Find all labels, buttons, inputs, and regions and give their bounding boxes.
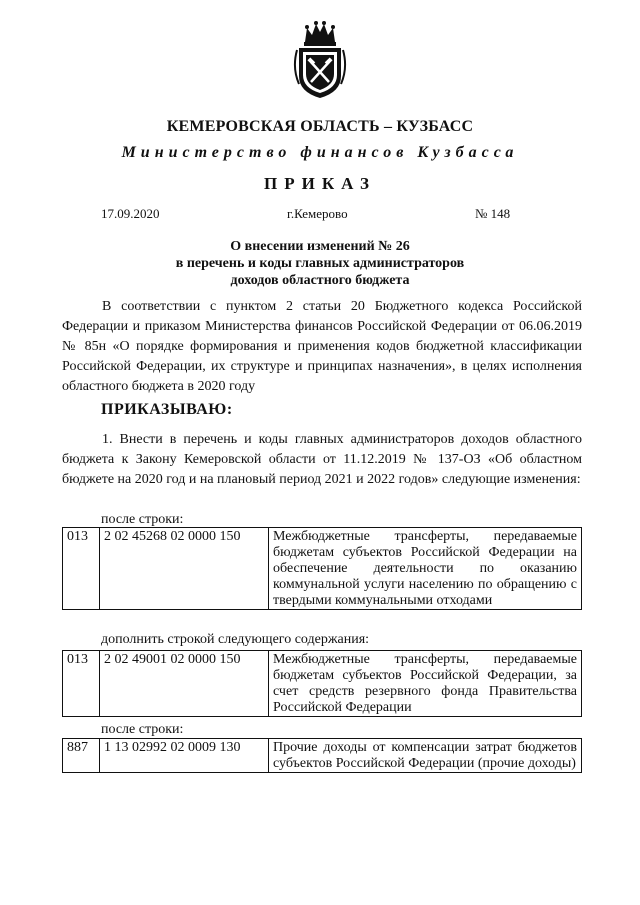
code-table-3: [62, 738, 582, 773]
income-code-cell: 2 02 45268 02 0000 150: [100, 528, 269, 610]
item-1-paragraph: [62, 430, 582, 490]
subject-line-1: О внесении изменений № 26: [230, 239, 410, 254]
table-row: [63, 739, 582, 773]
note-after-row-2: после строки:: [101, 722, 184, 737]
admin-code-cell: 013: [63, 528, 100, 610]
admin-code-cell: 887: [63, 739, 100, 773]
table-row: [63, 651, 582, 717]
order-city: г.Кемерово: [287, 206, 348, 221]
subject-line-3: доходов областного бюджета: [230, 273, 410, 288]
income-name-cell: Межбюджетные трансферты, передаваемые бюджетам субъектов Российской Федерации, за счет средств резервного фонда Правительства Российской Федерации: [269, 651, 582, 717]
admin-code-cell: 013: [63, 651, 100, 717]
income-name-cell: Прочие доходы от компенсации затрат бюджетов субъектов Российской Федерации (прочие доходы): [269, 739, 582, 773]
order-subject: [0, 238, 640, 289]
subject-line-2: в перечень и коды главных администраторов: [175, 256, 465, 271]
note-after-row-1: после строки:: [101, 512, 184, 527]
income-code-cell: 2 02 49001 02 0000 150: [100, 651, 269, 717]
coat-of-arms-emblem: [291, 18, 349, 102]
order-date: 17.09.2020: [101, 206, 160, 221]
order-number: № 148: [475, 206, 511, 221]
document-type: ПРИКАЗ: [264, 174, 376, 193]
code-table-2: [62, 650, 582, 717]
organization-title: КЕМЕРОВСКАЯ ОБЛАСТЬ – КУЗБАСС: [166, 118, 474, 135]
preamble-paragraph: [62, 297, 582, 397]
income-code-cell: 1 13 02992 02 0009 130: [100, 739, 269, 773]
code-table-1: [62, 527, 582, 610]
preamble-text: В соответствии с пунктом 2 статьи 20 Бюджетного кодекса Российской Федерации и приказом Министерства финансов Российской Федерации от 06.06.2019 № 85н «О порядке формирования и применения кодов бюджетной классификации Российской Федерации, их структуре и принципах назначения», в целях исполнения областного бюджета в 2020 году: [62, 299, 582, 394]
income-name-cell: Межбюджетные трансферты, передаваемые бюджетам субъектов Российской Федерации на обеспечение деятельности по оказанию коммунальной услуги населению по обращению с твердыми коммунальными отходами: [269, 528, 582, 610]
ministry-name: Министерство финансов Кузбасса: [121, 144, 519, 161]
order-directive-word: ПРИКАЗЫВАЮ:: [101, 401, 233, 418]
note-add-row: дополнить строкой следующего содержания:: [101, 632, 370, 647]
item-1-text: 1. Внести в перечень и коды главных администраторов доходов областного бюджета к Закону Кемеровской области от 11.12.2019 № 137-ОЗ «Об областном бюджете на 2020 год и на плановый период 2021 и 2022 годов» следующие изменения:: [62, 432, 582, 487]
table-row: [63, 528, 582, 610]
